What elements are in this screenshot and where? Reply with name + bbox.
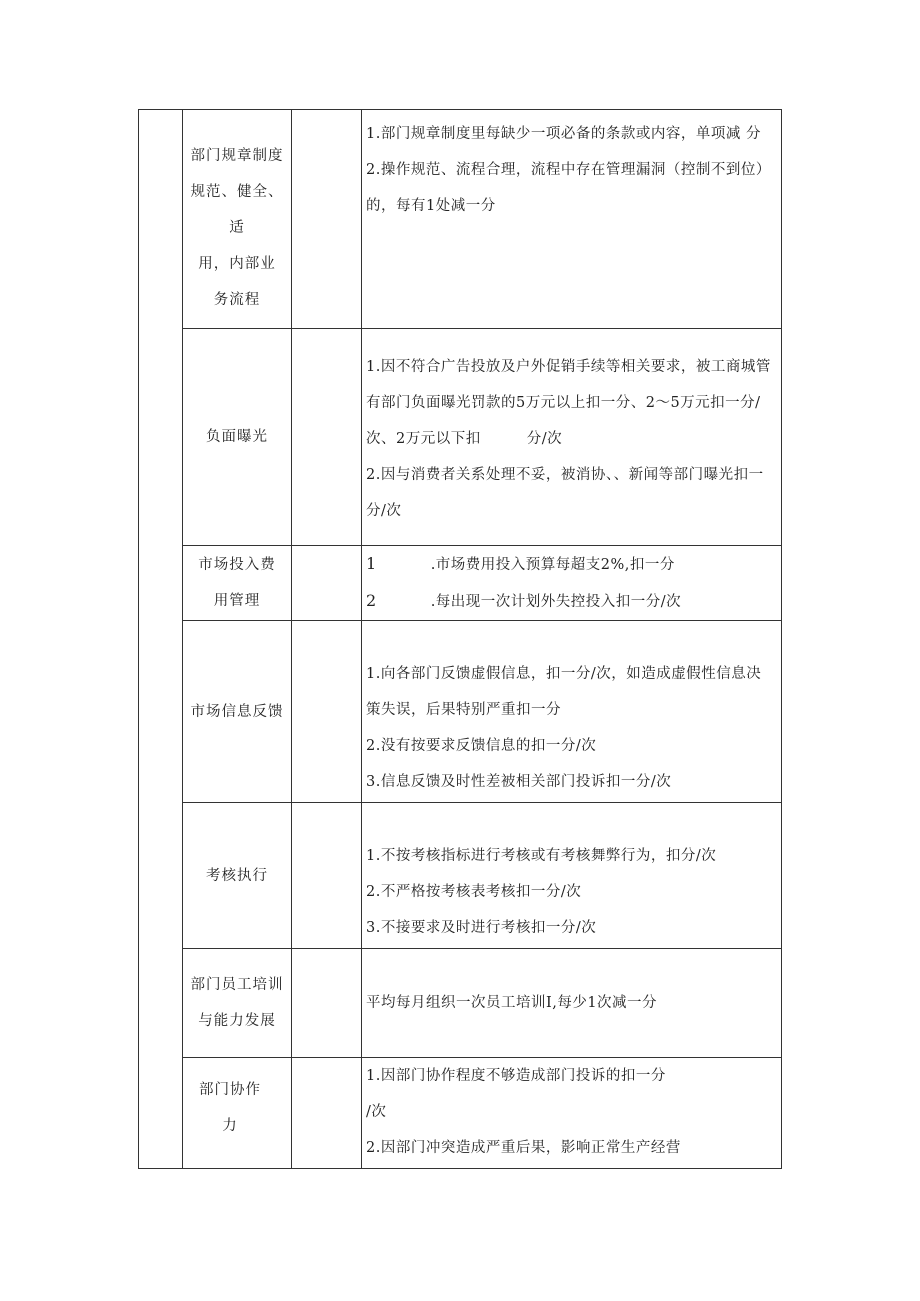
rule-line: 3.不接要求及时进行考核扣一分/次 <box>366 920 597 936</box>
table-row <box>139 110 782 329</box>
item-line: 用，内部业 <box>198 256 276 272</box>
item-cell <box>183 1058 292 1169</box>
rule-line: 1.向各部门反馈虚假信息，扣一分/次，如造成虚假性信息决 <box>366 666 762 682</box>
item-line: 市场投入费 <box>198 557 276 573</box>
item-line: 部门协作 <box>199 1082 261 1098</box>
item-line: 负面曝光 <box>206 429 268 445</box>
score-cell <box>292 803 362 949</box>
score-cell <box>292 546 362 621</box>
rule-cell <box>362 546 782 621</box>
rule-line: 1.部门规章制度里每缺少一项必备的条款或内容，单项减 分 <box>366 126 761 142</box>
item-cell <box>183 803 292 949</box>
rule-line: 平均每月组织一次员工培训I,每少1次减一分 <box>366 995 658 1011</box>
score-cell <box>292 1058 362 1169</box>
rule-line-text: .每出现一次计划外失控投入扣一分/次 <box>430 594 682 610</box>
rule-line: 2.没有按要求反馈信息的扣一分/次 <box>366 738 597 754</box>
table-row <box>139 949 782 1058</box>
rule-line: 1.不按考核指标进行考核或有考核舞弊行为，扣分/次 <box>366 848 717 864</box>
table-row <box>139 803 782 949</box>
rule-line: 2.不严格按考核表考核扣一分/次 <box>366 884 582 900</box>
item-line: 用管理 <box>213 593 261 609</box>
score-cell <box>292 110 362 329</box>
item-cell <box>183 110 292 329</box>
item-line: 考核执行 <box>206 867 268 884</box>
table-row <box>139 329 782 546</box>
table-row <box>139 1058 782 1169</box>
rule-cell <box>362 1058 782 1169</box>
rule-line: /次 <box>366 1104 387 1120</box>
item-cell <box>183 949 292 1058</box>
rule-line: 的，每有1处减一分 <box>366 198 496 214</box>
item-cell <box>183 329 292 546</box>
rule-line <box>366 546 779 583</box>
rule-line-number: 2 <box>366 591 377 610</box>
rule-line: 分/次 <box>366 503 402 519</box>
score-cell <box>292 329 362 546</box>
rule-line: 2.因与消费者关系处理不妥，被消协、、新闻等部门曝光扣一 <box>366 467 764 483</box>
rule-line: 策失误，后果特别严重扣一分 <box>366 702 561 718</box>
rule-cell <box>362 110 782 329</box>
rule-cell <box>362 329 782 546</box>
rule-line: 3.信息反馈及时性差被相关部门投诉扣一分/次 <box>366 774 672 790</box>
rule-line-text: .市场费用投入预算每超支2%,扣一分 <box>430 557 675 573</box>
item-line: 部门员工培训 <box>190 977 284 993</box>
category-cell <box>139 110 183 1169</box>
item-cell <box>183 621 292 803</box>
table-row <box>139 546 782 621</box>
rule-line <box>366 421 779 457</box>
item-line: 市场信息反馈 <box>190 703 284 720</box>
score-cell <box>292 949 362 1058</box>
item-line: 务流程 <box>213 292 261 308</box>
rule-line: 有部门负面曝光罚款的5万元以上扣一分、2〜5万元扣一分/ <box>366 395 761 411</box>
rule-line-part: 次、2万元以下扣 <box>366 431 481 447</box>
item-line: 部门规章制度 <box>190 148 284 164</box>
item-line: 力 <box>222 1118 238 1134</box>
assessment-table <box>138 109 782 1169</box>
score-cell <box>292 621 362 803</box>
item-line: 与能力发展 <box>198 1013 276 1029</box>
rule-line <box>366 583 779 620</box>
rule-line: 1.因部门协作程度不够造成部门投诉的扣一分 <box>366 1068 666 1084</box>
rule-line: 2.操作规范、流程合理，流程中存在管理漏洞（控制不到位） <box>366 162 771 178</box>
rule-cell <box>362 803 782 949</box>
item-cell <box>183 546 292 621</box>
item-line: 规范、健全、 <box>190 184 284 200</box>
item-line: 适 <box>229 220 245 236</box>
rule-cell <box>362 949 782 1058</box>
rule-line-part: 分/次 <box>526 431 563 447</box>
rule-cell <box>362 621 782 803</box>
table-row <box>139 621 782 803</box>
rule-line-number: 1 <box>366 554 377 573</box>
rule-line: 1.因不符合广告投放及户外促销手续等相关要求，被工商城管 <box>366 359 771 375</box>
rule-line: 2.因部门冲突造成严重后果，影响正常生产经营 <box>366 1140 681 1156</box>
